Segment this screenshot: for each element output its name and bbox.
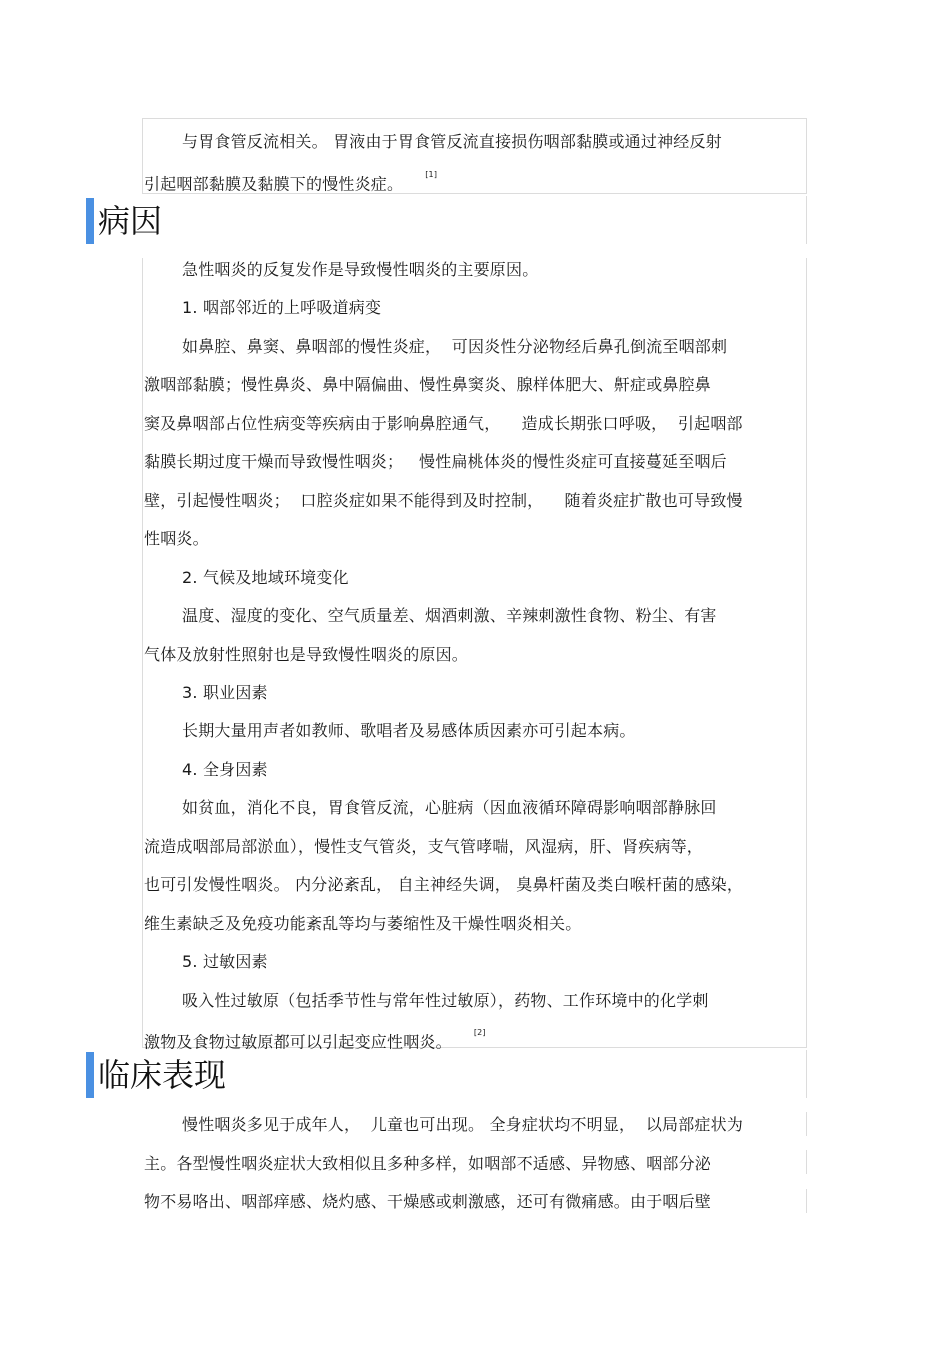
etiology-subheading-1: 1. 咽部邻近的上呼吸道病变: [182, 298, 382, 317]
etiology-line: 窦及鼻咽部占位性病变等疾病由于影响鼻腔通气， 造成长期张口呼吸， 引起咽部: [144, 414, 743, 433]
etiology-line: 吸入性过敏原（包括季节性与常年性过敏原），药物、工作环境中的化学刺: [182, 991, 709, 1010]
intro-line-2: 引起咽部黏膜及黏膜下的慢性炎症。 [1]: [144, 170, 438, 194]
etiology-line: 如贫血，消化不良，胃食管反流，心脏病（因血液循环障碍影响咽部静脉回: [182, 798, 717, 817]
frame-edge: [806, 196, 807, 244]
etiology-line: 温度、湿度的变化、空气质量差、烟酒刺激、辛辣刺激性食物、粉尘、有害: [182, 606, 717, 625]
etiology-subheading-3: 3. 职业因素: [182, 683, 268, 702]
etiology-line: 壁，引起慢性咽炎； 口腔炎症如果不能得到及时控制， 随着炎症扩散也可导致慢: [144, 491, 743, 510]
frame-edge: [806, 1150, 807, 1174]
clinical-line: 主。各型慢性咽炎症状大致相似且多种多样，如咽部不适感、异物感、咽部分泌: [144, 1154, 712, 1173]
etiology-line: 黏膜长期过度干燥而导致慢性咽炎； 慢性扁桃体炎的慢性炎症可直接蔓延至咽后: [144, 452, 727, 471]
section-heading-etiology: [86, 198, 162, 244]
clinical-line: 慢性咽炎多见于成年人， 儿童也可出现。 全身症状均不明显， 以局部症状为: [182, 1115, 744, 1134]
heading-title: 临床表现: [98, 1056, 227, 1094]
frame-edge: [806, 1050, 807, 1098]
citation-ref-1[interactable]: [1]: [425, 170, 438, 179]
frame-edge: [806, 1112, 807, 1136]
section-heading-clinical: [86, 1052, 226, 1098]
etiology-line: 长期大量用声者如教师、歌唱者及易感体质因素亦可引起本病。: [182, 721, 636, 740]
citation-ref-2[interactable]: [2]: [473, 1028, 486, 1037]
frame-edge: [806, 1189, 807, 1213]
etiology-line: 如鼻腔、鼻窦、鼻咽部的慢性炎症， 可因炎性分泌物经后鼻孔倒流至咽部刺: [182, 337, 728, 356]
etiology-line: 流造成咽部局部淤血），慢性支气管炎，支气管哮喘，风湿病，肝、肾疾病等，: [144, 837, 704, 856]
frame-edge: [806, 258, 807, 1048]
heading-title: 病因: [98, 202, 163, 240]
etiology-line: 气体及放射性照射也是导致慢性咽炎的原因。: [144, 645, 469, 664]
etiology-line: 性咽炎。: [144, 529, 209, 548]
etiology-line: 也可引发慢性咽炎。 内分泌紊乱， 自主神经失调， 臭鼻杆菌及类白喉杆菌的感染，: [144, 875, 744, 894]
heading-accent-bar: [86, 198, 94, 244]
etiology-line: 维生素缺乏及免疫功能紊乱等均与萎缩性及干燥性咽炎相关。: [144, 914, 582, 933]
intro-line-1: 与胃食管反流相关。 胃液由于胃食管反流直接损伤咽部黏膜或通过神经反射: [182, 132, 722, 151]
etiology-line: 激咽部黏膜；慢性鼻炎、鼻中隔偏曲、慢性鼻窦炎、腺样体肥大、鼾症或鼻腔鼻: [144, 375, 712, 394]
etiology-subheading-5: 5. 过敏因素: [182, 952, 268, 971]
etiology-subheading-2: 2. 气候及地域环境变化: [182, 568, 349, 587]
frame-edge: [142, 258, 143, 1048]
etiology-line: 激物及食物过敏原都可以引起变应性咽炎。 [2]: [144, 1028, 486, 1052]
etiology-subheading-4: 4. 全身因素: [182, 760, 268, 779]
clinical-line: 物不易咯出、咽部痒感、烧灼感、干燥感或刺激感，还可有微痛感。由于咽后壁: [144, 1192, 712, 1211]
heading-accent-bar: [86, 1052, 94, 1098]
etiology-line: 急性咽炎的反复发作是导致慢性咽炎的主要原因。: [182, 260, 539, 279]
